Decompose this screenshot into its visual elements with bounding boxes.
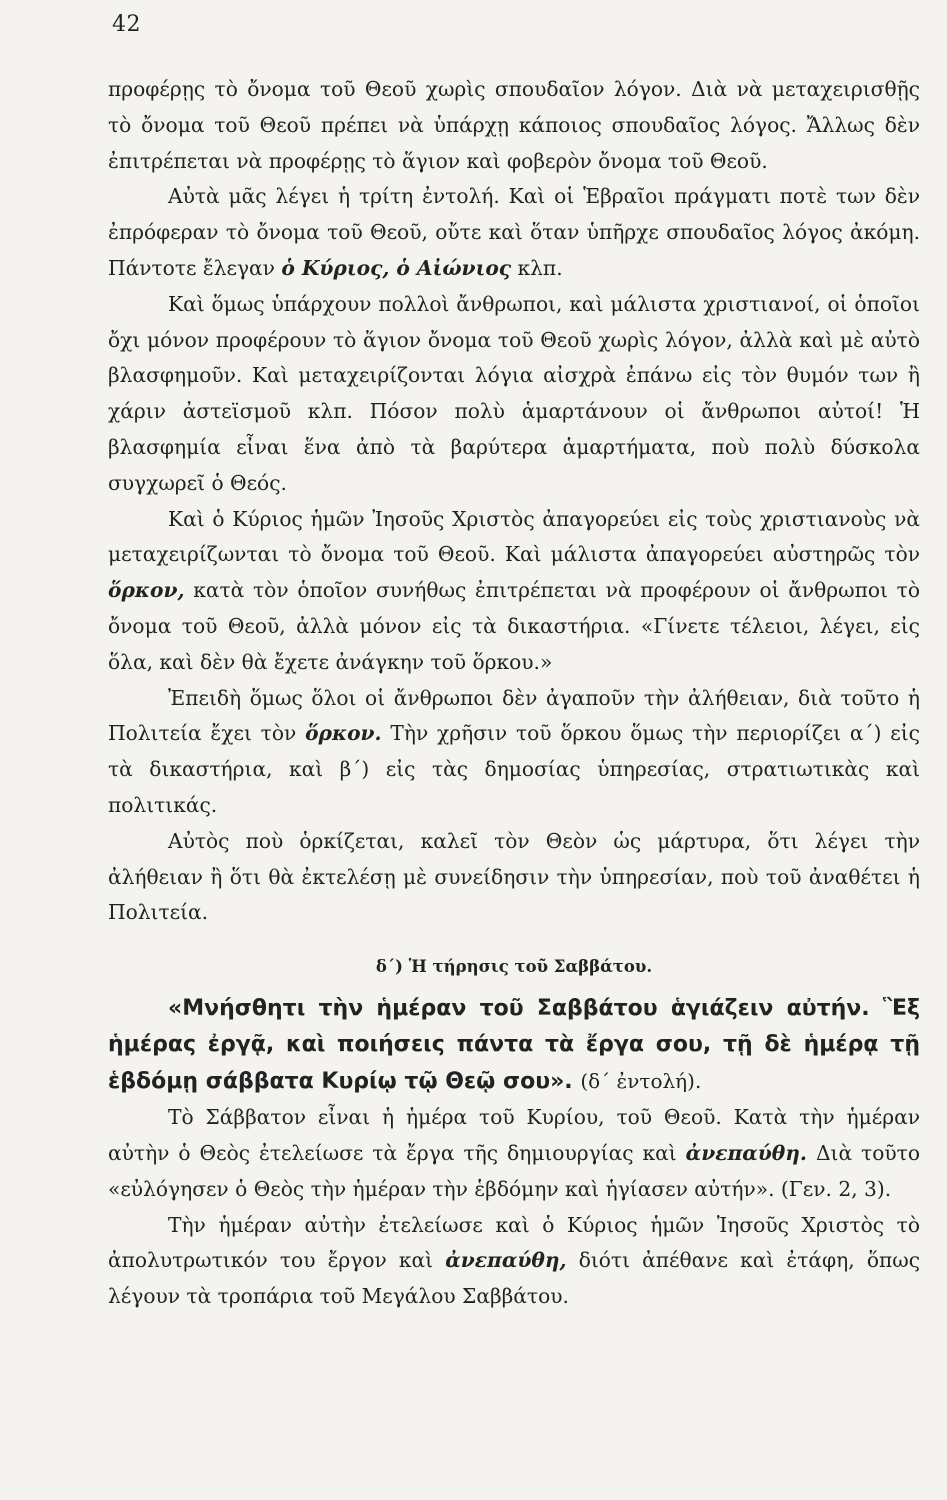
paragraph-2: Αὐτὰ μᾶς λέγει ἡ τρίτη ἐντολή. Καὶ οἱ Ἑβραῖοι πράγματι ποτὲ των δὲν ἐπρόφεραν τὸ ὄνομα τοῦ Θεοῦ, οὔτε καὶ ὅταν ὑπῆρχε σπουδαῖος λόγος ἀκόμη. Πάντοτε ἔλεγαν ὁ Κύριος, ὁ Αἰώνιος κλπ. <box>108 184 920 280</box>
emphasis-text: ὁ Κύριος, ὁ Αἰώνιος <box>281 255 512 280</box>
paragraph-3: Καὶ ὅμως ὑπάρχουν πολλοὶ ἄνθρωποι, καὶ μάλιστα χριστιανοί, οἱ ὁποῖοι ὄχι μόνον προφέρουν τὸ ἅγιον ὄνομα τοῦ Θεοῦ χωρὶς λόγον, ἀλλὰ καὶ μὲ αὐτὸ βλασφημοῦν. Καὶ μεταχειρίζονται λόγια αἰσχρὰ ἐπάνω εἰς τὸν θυμόν των ἢ χάριν ἀστεϊσμοῦ κλπ. Πόσον πολὺ ἁμαρτάνουν οἱ ἄνθρωποι αὐτοί! Ἡ βλασφημία εἶναι ἕνα ἀπὸ τὰ βαρύτερα ἁμαρτήματα, ποὺ πολὺ δύσκολα συγχωρεῖ ὁ Θεός. <box>108 291 920 495</box>
emphasis-text: ἀνεπαύθη. <box>685 1140 807 1165</box>
paragraph-7: Τὸ Σάββατον εἶναι ἡ ἡμέρα τοῦ Κυρίου, τοῦ Θεοῦ. Κατὰ τὴν ἡμέραν αὐτὴν ὁ Θεὸς ἐτελείωσε τὰ ἔργα τῆς δημιουργίας καὶ ἀνεπαύθη. Διὰ τοῦτο «εὐλόγησεν ὁ Θεὸς τὴν ἡμέραν τὴν ἑβδόμην καὶ ἡγίασεν αὐτήν». (Γεν. 2, 3). <box>108 1105 920 1201</box>
section-heading: δ΄) Ἡ τήρησις τοῦ Σαββάτου. <box>375 957 653 977</box>
paragraph-1: προφέρῃς τὸ ὄνομα τοῦ Θεοῦ χωρὶς σπουδαῖον λόγον. Διὰ νὰ μεταχειρισθῇς τὸ ὄνομα τοῦ Θεοῦ πρέπει νὰ ὑπάρχῃ κάποιος σπουδαῖος λόγος. Ἄλλως δὲν ἐπιτρέπεται νὰ προφέρῃς τὸ ἅγιον καὶ φοβερὸν ὄνομα τοῦ Θεοῦ. <box>108 77 920 173</box>
paragraph-6: Αὐτὸς ποὺ ὁρκίζεται, καλεῖ τὸν Θεὸν ὡς μάρτυρα, ὅτι λέγει τὴν ἀλήθειαν ἢ ὅτι θὰ ἐκτελέσῃ μὲ συνείδησιν τὴν ὑπηρεσίαν, ποὺ τοῦ ἀναθέτει ἡ Πολιτεία. <box>108 828 920 925</box>
emphasis-text: ἀνεπαύθη, <box>445 1248 567 1273</box>
emphasis-text: ὅρκον, <box>108 578 185 603</box>
page-text <box>108 72 920 1315</box>
emphasis-text: ὅρκον. <box>305 721 382 746</box>
paragraph-8: Τὴν ἡμέραν αὐτὴν ἐτελείωσε καὶ ὁ Κύριος ἡμῶν Ἰησοῦς Χριστὸς τὸ ἀπολυτρωτικόν του ἔργον καὶ ἀνεπαύθη, διότι ἀπέθανε καὶ ἐτάφη, ὅπως λέγουν τὰ τροπάρια τοῦ Μεγάλου Σαββάτου. <box>108 1212 921 1309</box>
paragraph-4: Καὶ ὁ Κύριος ἡμῶν Ἰησοῦς Χριστὸς ἀπαγορεύει εἰς τοὺς χριστιανοὺς νὰ μεταχειρίζωνται τὸ ὄνομα τοῦ Θεοῦ. Καὶ μάλιστα ἀπαγορεύει αὐστηρῶς τὸν ὅρκον, κατὰ τὸν ὁποῖον συνήθως ἐπιτρέπεται νὰ προφέρουν οἱ ἄνθρωποι τὸ ὄνομα τοῦ Θεοῦ, ἀλλὰ μόνον εἰς τὰ δικαστήρια. «Γίνετε τέλειοι, λέγει, εἰς ὅλα, καὶ δὲν θὰ ἔχετε ἀνάγκην τοῦ ὅρκου.» <box>108 506 920 674</box>
commandment-quote: «Μνήσθητι τὴν ἡμέραν τοῦ Σαββάτου ἁγιάζειν αὐτήν. Ἓξ ἡμέρας ἐργᾷ, καὶ ποιήσεις πάντα τὰ ἔργα σου, τῇ δὲ ἡμέρᾳ τῇ ἑβδόμῃ σάββατα Κυρίῳ τῷ Θεῷ σου». (δ΄ ἐντολή). <box>108 996 920 1095</box>
page-number: 42 <box>112 12 141 37</box>
commandment-reference: (δ΄ ἐντολή). <box>580 1069 702 1094</box>
paragraph-5: Ἐπειδὴ ὅμως ὅλοι οἱ ἄνθρωποι δὲν ἀγαποῦν τὴν ἀλήθειαν, διὰ τοῦτο ἡ Πολιτεία ἔχει τὸν ὅρκον. Τὴν χρῆσιν τοῦ ὅρκου ὅμως τὴν περιορίζει α΄) εἰς τὰ δικαστήρια, καὶ β΄) εἰς τὰς δημοσίας ὑπηρεσίας, στρατιωτικὰς καὶ πολιτικάς. <box>108 685 920 817</box>
